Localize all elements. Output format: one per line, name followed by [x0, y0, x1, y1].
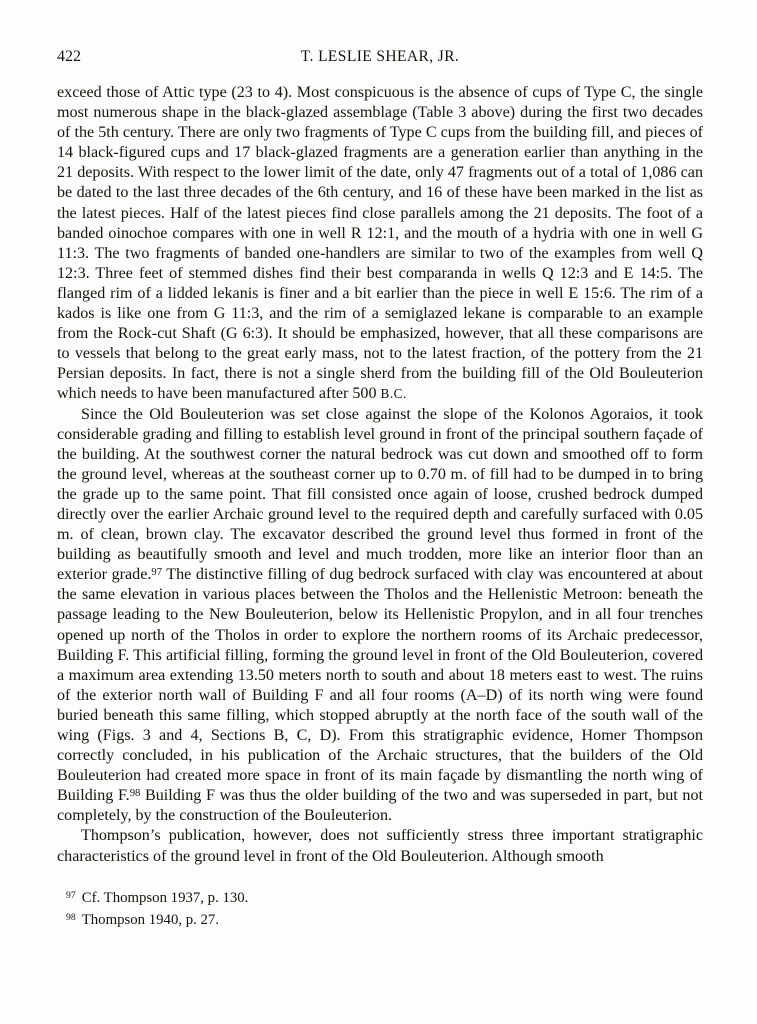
body-text [57, 83, 703, 867]
page-number: 422 [57, 48, 81, 65]
footnote-reference: 97 [151, 566, 162, 578]
footnote-item [57, 909, 703, 931]
footnote-reference: 98 [129, 787, 141, 799]
text-run: The distinctive filling of dug bedrock surfaced with clay was encountered at about the same elevation in various places between the Tholos and the Hellenistic Metroon: beneath the passage leading to the New Bouleuterion, below its Hellenistic Propylon, and in all four trenches opened up north of the Tholos in order to explore the northern rooms of its Archaic predecessor, Building F. This artificial filling, forming the ground level in front of the Old Bouleuterion, covered a maximum area extending 13.50 meters north to south and about 18 meters east to west. The ruins of the exterior north wall of Building F and all four rooms (A–D) of its north wing were found buried beneath this same filling, which stopped abruptly at the north face of the south wall of the wing (Figs. 3 and 4, Sections B, C, D). From this stratigraphic evidence, Homer Thompson correctly concluded, in his publication of the Archaic structures, that the builders of the Old Bouleuterion had created more space in front of its main façade by dismantling the north wing of Building F. [57, 566, 703, 805]
text-run: Building F was thus the older building of the two and was superseded in part, but not completely, by the construction of the Bouleuterion. [57, 787, 703, 825]
text-run: exceed those of Attic type (23 to 4). Most conspicuous is the absence of cups of Type C, the single most numerous shape in the black-glazed assemblage (Table 3 above) during the first two decades of the 5th century. There are only two fragments of Type C cups from the building fill, and pieces of 14 black-figured cups and 17 black-glazed fragments are a generation earlier than anything in the 21 deposits. With respect to the lower limit of the date, only 47 fragments out of a total of 1,086 can be dated to the last three decades of the 6th century, and 16 of these have been marked in the list as the latest pieces. Half of the latest pieces find close parallels among the 21 deposits. The foot of a banded oinochoe compares with one in well R 12:1, and the mouth of a hydria with one in well G 11:3. The two fragments of banded one-handlers are similar to two of the examples from well Q 12:3. Three feet of stemmed dishes find their best comparanda in wells Q 12:3 and E 14:5. The flanged rim of a lidded lekanis is finer and a bit earlier than the piece in well E 15:6. The rim of a kados is like one from G 11:3, and the rim of a semiglazed lekane is comparable to an example from the Rock-cut Shaft (G 6:3). It should be emphasized, however, that all these comparisons are to vessels that belong to the great early mass, not to the latest fraction, of the pottery from the 21 Persian deposits. In fact, there is not a single sherd from the building fill of the Old Bouleuterion which needs to have been manufactured after 500 [57, 84, 703, 403]
footnote-marker: 97 [66, 889, 76, 901]
paragraph [57, 83, 703, 405]
footnote-item [57, 887, 703, 909]
paragraph [57, 405, 703, 827]
footnote-text: Thompson 1940, p. 27. [81, 911, 220, 928]
paragraph [57, 826, 703, 866]
era-abbreviation: B.C. [380, 386, 407, 402]
footnotes [57, 887, 703, 931]
footnote-marker: 98 [66, 911, 76, 923]
running-header [57, 47, 703, 66]
text-run: Thompson’s publication, however, does not sufficiently stress three important stratigraphic characteristics of the ground level in front of the Old Bouleuterion. Although smooth [57, 827, 703, 865]
running-head-author: T. LESLIE SHEAR, JR. [300, 48, 460, 65]
footnote-text: Cf. Thompson 1937, p. 130. [81, 889, 249, 906]
text-run: Since the Old Bouleuterion was set close against the slope of the Kolonos Agoraios, it took considerable grading and filling to establish level ground in front of the principal southern façade of the building. At the southwest corner the natural bedrock was cut down and smoothed off to form the ground level, whereas at the southeast corner up to 0.70 m. of fill had to be dumped in to bring the grade up to the same point. That fill consisted once again of loose, crushed bedrock dumped directly over the earlier Archaic ground level to the required depth and carefully surfaced with 0.05 m. of clean, brown clay. The excavator described the ground level thus formed in front of the building as beautifully smooth and level and much trodden, more like an interior floor than an exterior grade. [57, 405, 703, 584]
